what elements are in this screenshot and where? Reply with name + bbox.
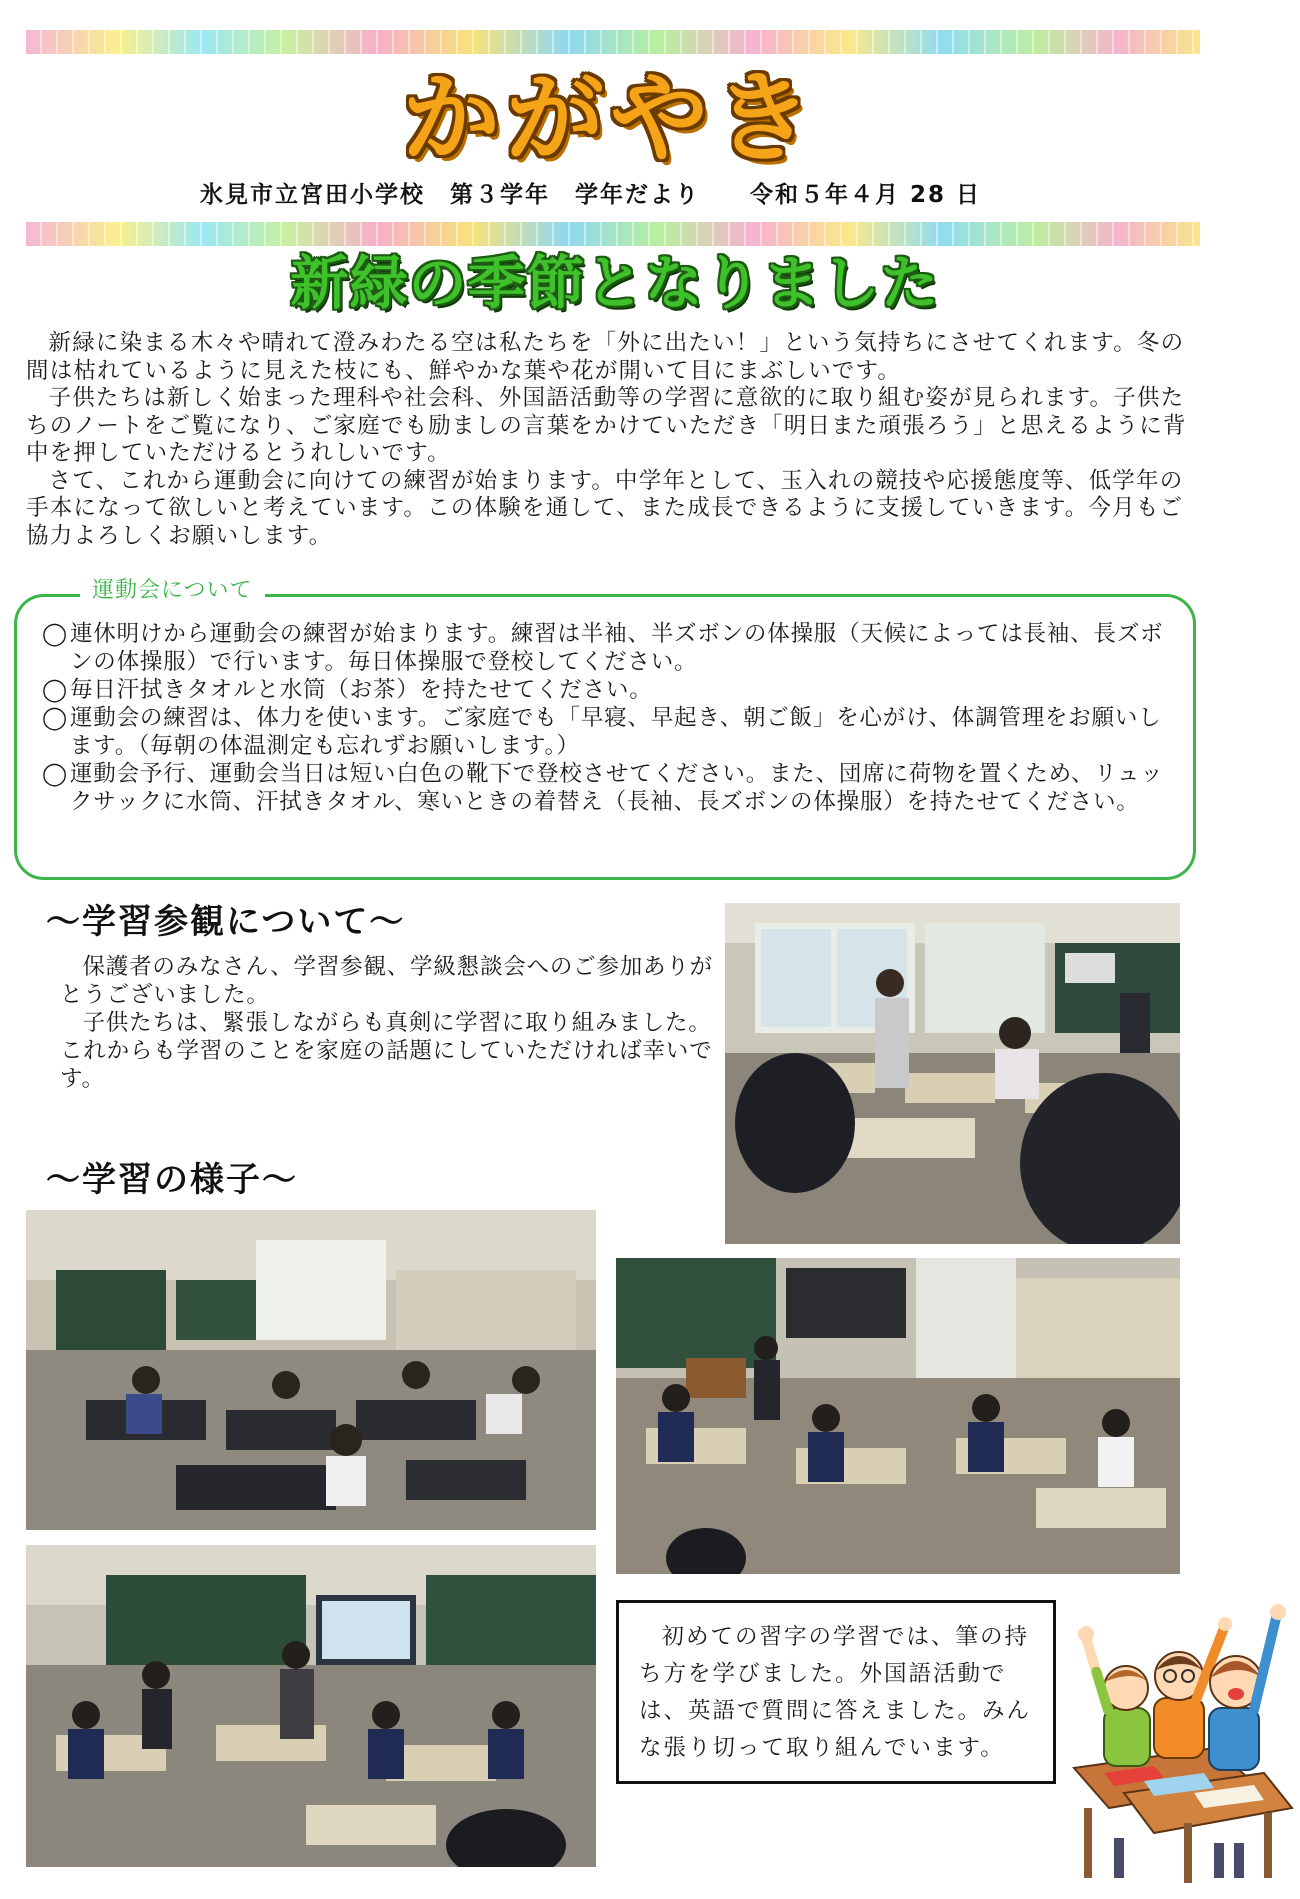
sports-day-heading: 運動会について [80, 576, 265, 606]
sports-day-list [42, 620, 1172, 816]
list-item-text: 毎日汗拭きタオルと水筒（お茶）を持たせてください。 [70, 677, 653, 703]
intro-paragraph: 子供たちは新しく始まった理科や社会科、外国語活動等の学習に意欲的に取り組む姿が見られます。子供たちのノートをご覧になり、ご家庭でも励ましの言葉をかけていただき「明日また頑張ろう」と思えるように背中を押していただけるとうれしいです。 [26, 385, 1187, 466]
students-raising-hands-illustration [1064, 1578, 1294, 1888]
classroom-photo-calligraphy [26, 1210, 596, 1530]
list-item [42, 676, 1172, 704]
intro-text [26, 330, 1206, 550]
circle-bullet-icon: ◯ [42, 621, 68, 647]
newsletter-subtitle: 氷見市立宮田小学校 第３学年 学年だより 令和５年４月 28 日 [200, 182, 982, 208]
list-item [42, 620, 1172, 676]
classroom-photo-screen [26, 1545, 596, 1867]
circle-bullet-icon: ◯ [42, 705, 68, 731]
list-item [42, 704, 1172, 760]
scene-caption: 初めての習字の学習では、筆の持ち方を学びました。外国語活動では、英語で質問に答えました。みんな張り切って取り組んでいます。 [639, 1624, 1032, 1761]
intro-paragraph: さて、これから運動会に向けての練習が始まります。中学年として、玉入れの競技や応援態度等、低学年の手本になって欲しいと考えています。この体験を通して、また成長できるように支援していきます。今月もご協力よろしくお願いします。 [26, 467, 1184, 549]
observation-paragraph: 子供たちは、緊張しながらも真剣に学習に取り組みました。これからも学習のことを家庭の話題にしていただければ幸いです。 [60, 1010, 713, 1092]
scene-heading: ～学習の様子～ [46, 1160, 298, 1200]
observation-paragraph: 保護者のみなさん、学習参観、学級懇談会へのご参加ありがとうございました。 [60, 954, 713, 1008]
rainbow-stripe-top [26, 30, 1200, 54]
observation-text [60, 953, 720, 1093]
list-item [42, 760, 1172, 816]
scene-caption-box [616, 1600, 1056, 1784]
newsletter-title: かがやき [401, 62, 818, 176]
circle-bullet-icon: ◯ [42, 761, 68, 787]
classroom-photo-english [616, 1258, 1180, 1574]
circle-bullet-icon: ◯ [42, 677, 68, 703]
observation-heading: ～学習参観について～ [46, 902, 406, 942]
rainbow-stripe-middle [26, 222, 1200, 246]
classroom-photo-observation [725, 903, 1180, 1244]
list-item-text: 運動会の練習は、体力を使います。ご家庭でも「早寝、早起き、朝ご飯」を心がけ、体調管理をお願いします。（毎朝の体温測定も忘れずお願いします。） [70, 705, 1162, 759]
list-item-text: 運動会予行、運動会当日は短い白色の靴下で登校させてください。また、団席に荷物を置くため、リュックサックに水筒、汗拭きタオル、寒いときの着替え（長袖、長ズボンの体操服）を持たせてください。 [70, 761, 1164, 815]
list-item-text: 連休明けから運動会の練習が始まります。練習は半袖、半ズボンの体操服（天候によっては長袖、長ズボンの体操服）で行います。毎日体操服で登校してください。 [70, 621, 1164, 675]
intro-paragraph: 新緑に染まる木々や晴れて澄みわたる空は私たちを「外に出たい！」という気持ちにさせてくれます。冬の間は枯れているように見えた枝にも、鮮やかな葉や花が開いて目にまぶしいです。 [26, 330, 1185, 384]
headline: 新緑の季節となりました [290, 249, 940, 317]
